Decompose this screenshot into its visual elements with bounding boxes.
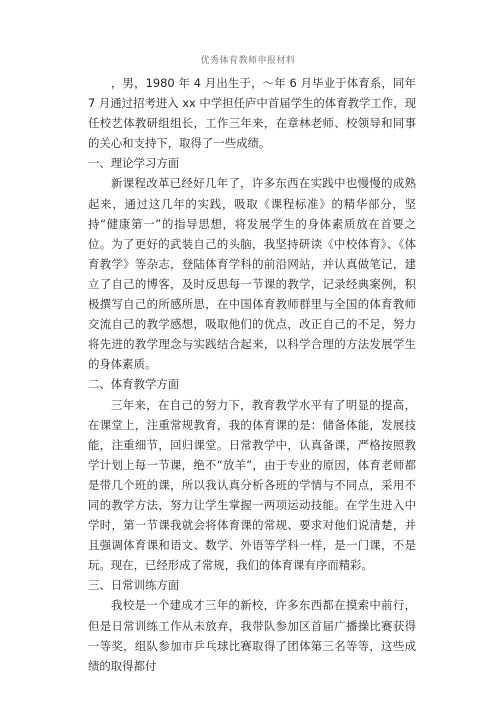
- page-header-title: 优秀体育教师申报材料: [200, 56, 296, 66]
- teaching-paragraph: 三年来，在自己的努力下，教育教学水平有了明显的提高，在课堂上，注重常规教育，我的体育课的是：储备体能，发展技能，注重细节，回归课堂。日常教学中，认真备课，严格按照教学计划上每一节课，绝不“放羊”，由于专业的原因，体育老师都是带几个班的课，所以我认真分析各班的学情与不同点，采用不同的教学方法，努力让学生掌握一两项运动技能。在学生进入中学时，第一节课我就会将体育课的常规、要求对他们说清楚，并且强调体育课和语文、数学、外语等学科一样，是一门课，不是玩。现在，已经形成了常规，我们的体育课有序而精彩。: [88, 397, 416, 573]
- training-paragraph: 我校是一个建成才三年的新校，许多东西都在摸索中前行，但是日常训练工作从未放弃，我带队参加区首届广播操比赛获得一等奖，组队参加市乒乓球比赛取得了团体第三名等等，这些成绩的取得都付: [88, 598, 416, 673]
- theory-paragraph: 新课程改革已经好几年了，许多东西在实践中也慢慢的成熟起来，通过这几年的实践，吸取《课程标准》的精华部分，坚持“健康第一”的指导思想，将发展学生的身体素质放在首要之位。为了更好的武装自己的头脑，我坚持研读《中校体育》、《体育教学》等杂志，登陆体育学科的前沿网站，并认真做笔记，建立了自己的博客，及时反思每一节课的教学，记录经典案例，积极撰写自己的所感所思，在中国体育教师群里与全国的体育教师交流自己的教学感想，吸取他们的优点，改正自己的不足，努力将先进的教学理念与实践结合起来，以科学合理的方法发展学生的身体素质。: [88, 176, 416, 372]
- section-heading-theory: 一、理论学习方面: [88, 156, 180, 171]
- intro-paragraph: ，男，1980 年 4 月出生于，～年 6 月毕业于体育系，同年 7 月通过招考进入 xx 中学担任庐中首届学生的体育教学工作，现任校艺体教研组组长，工作三年来，在章林老师、校领导和同事的关心和支持下，取得了一些成绩。: [88, 76, 416, 151]
- section-heading-teaching: 二、体育教学方面: [88, 377, 180, 392]
- section-heading-training: 三、日常训练方面: [88, 578, 180, 593]
- document-body: [88, 73, 416, 676]
